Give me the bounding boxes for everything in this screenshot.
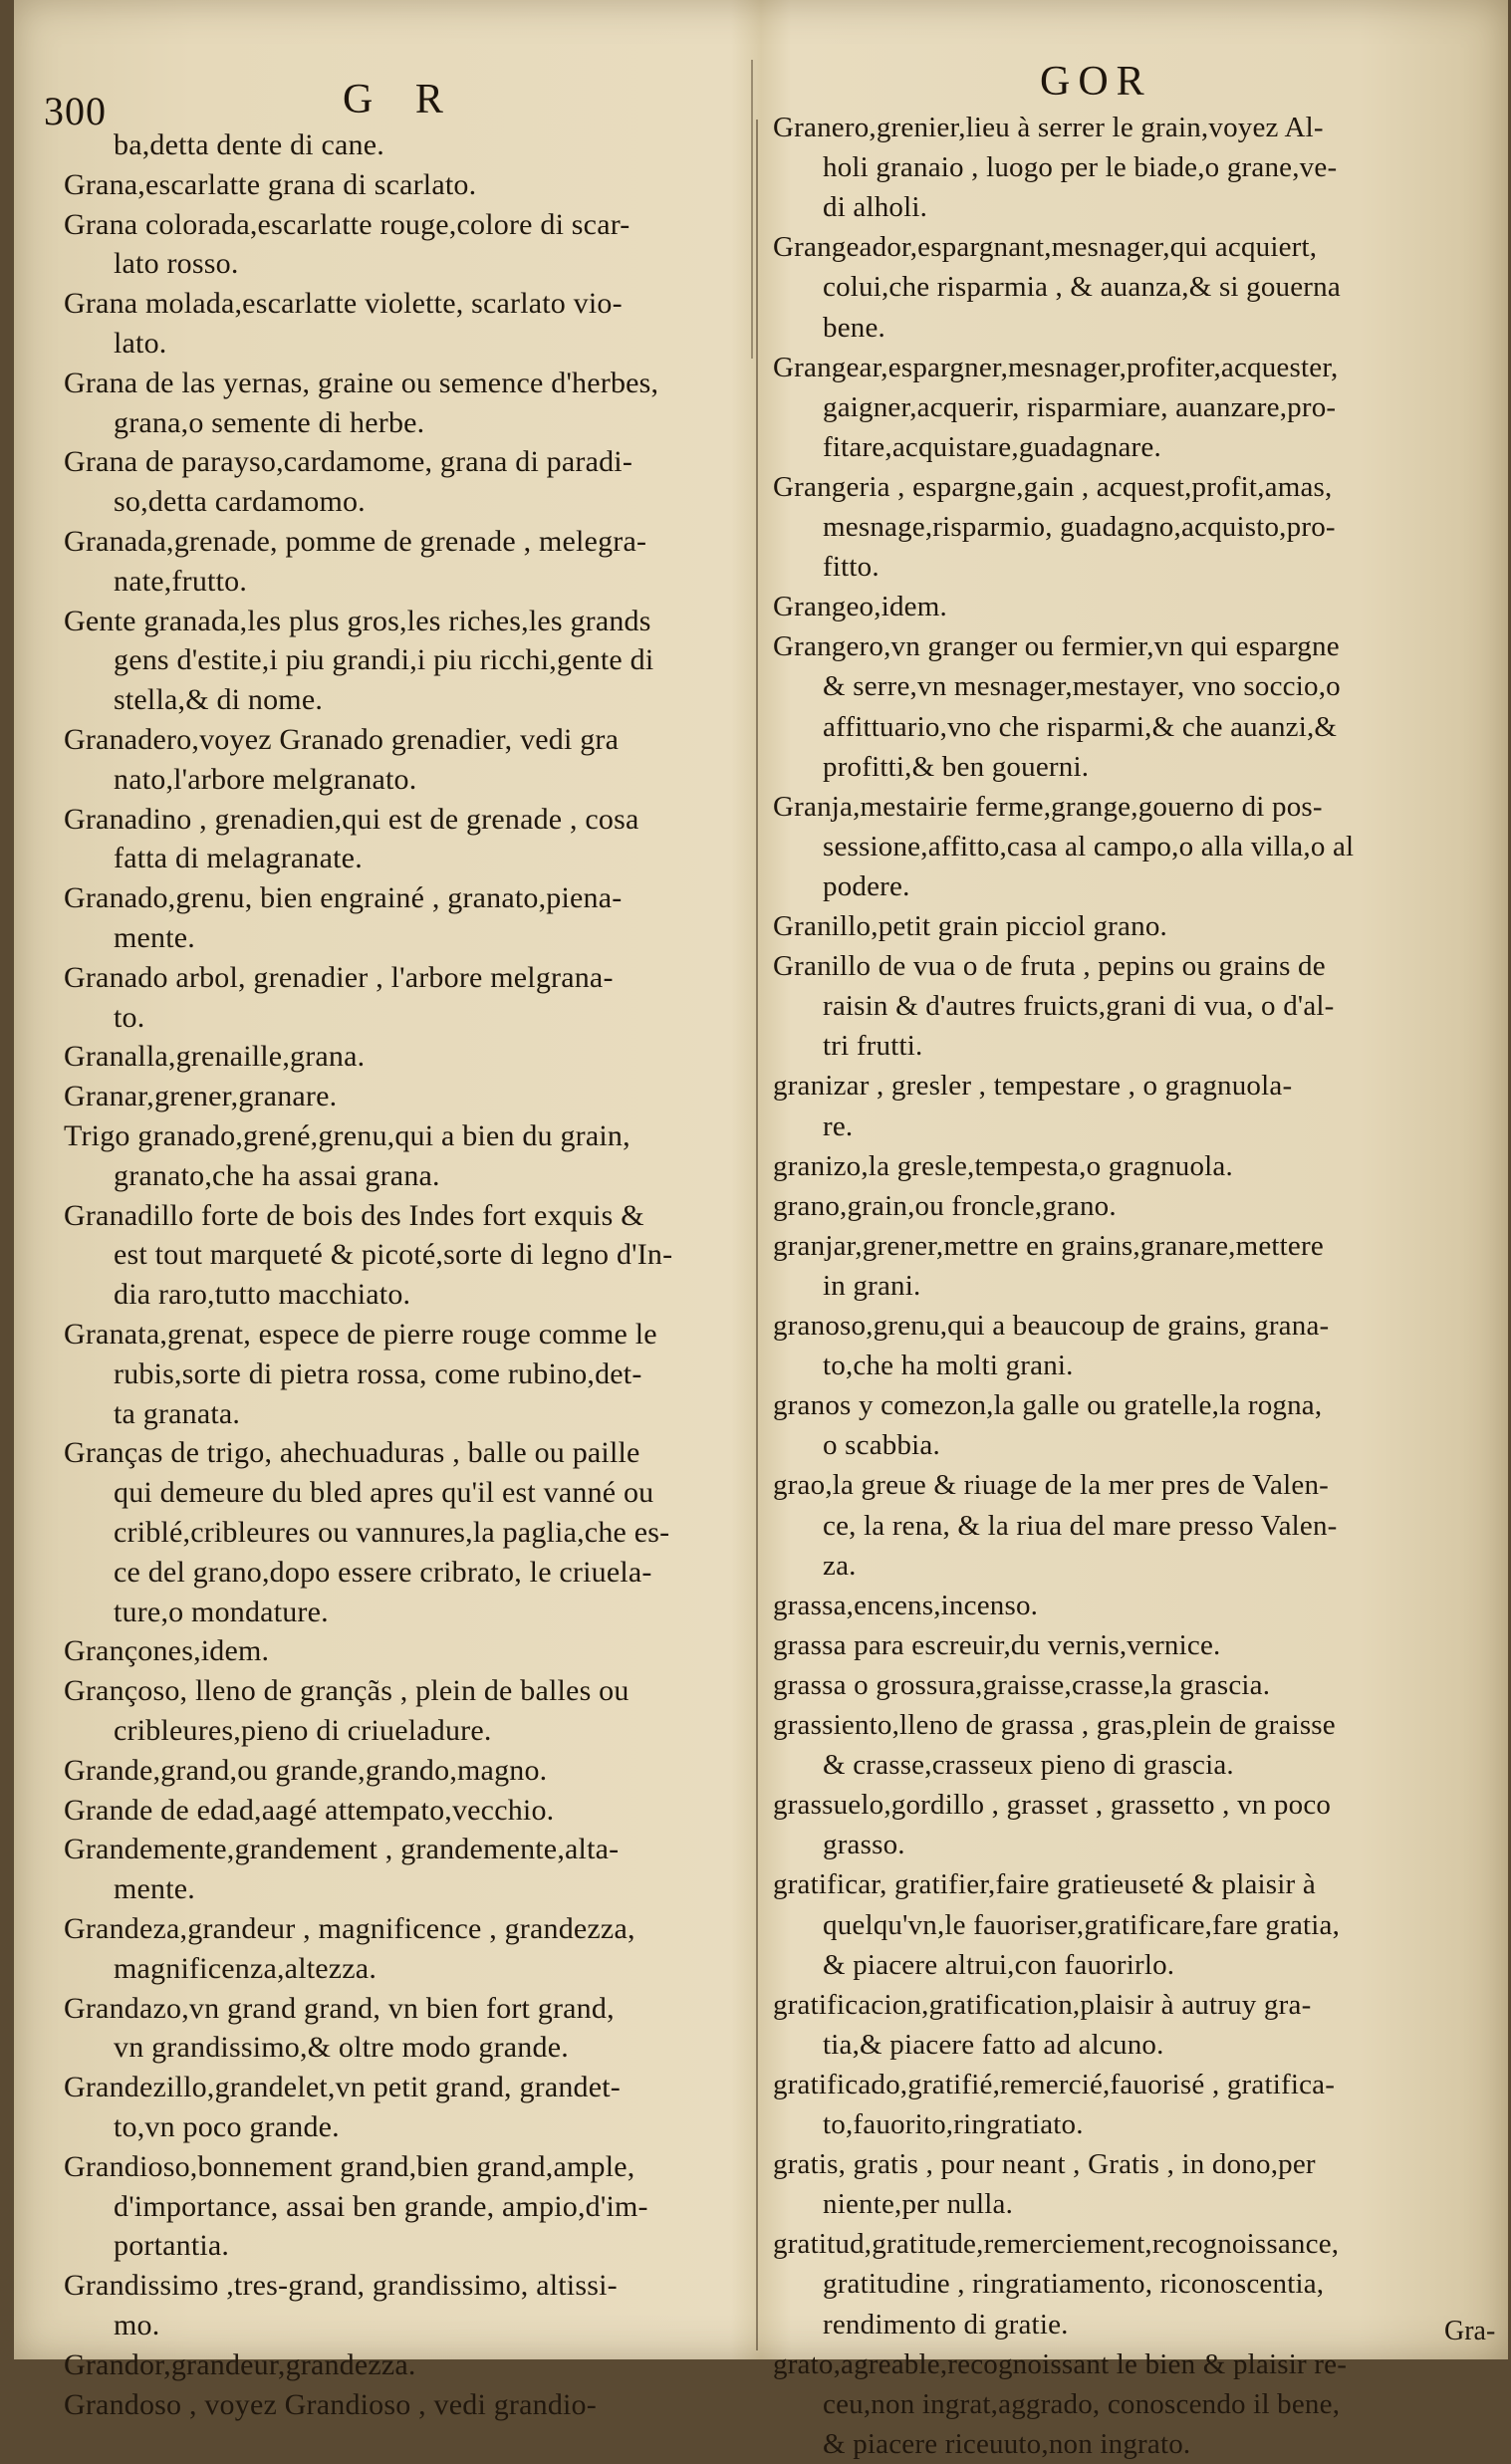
dictionary-line: to,che ha molti grani. xyxy=(823,1350,1074,1382)
dictionary-line: Granadino , grenadien,qui est de grenade , cosa xyxy=(64,802,639,836)
dictionary-line: criblé,cribleures ou vannures,la paglia,che es- xyxy=(114,1516,670,1549)
dictionary-line: & piacere altrui,con fauorirlo. xyxy=(823,1948,1175,1981)
dictionary-line: granoso,grenu,qui a beaucoup de grains, grana- xyxy=(773,1310,1330,1342)
dictionary-line: Granadillo forte de bois des Indes fort exquis & xyxy=(64,1198,644,1232)
dictionary-line: Grana de las yernas, graine ou semence d'herbes, xyxy=(64,366,659,399)
dictionary-line: est tout marqueté & picoté,sorte di legno d'In- xyxy=(114,1238,673,1272)
dictionary-line: qui demeure du bled apres qu'il est vanné ou xyxy=(114,1476,654,1510)
dictionary-line: raisin & d'autres fruicts,grani di vua, o d'al- xyxy=(823,990,1335,1023)
dictionary-line: podere. xyxy=(823,869,910,902)
dictionary-line: granizar , gresler , tempestare , o gragnuola- xyxy=(773,1070,1293,1103)
dictionary-line: grassuelo,gordillo , grasset , grassetto , vn poco xyxy=(773,1789,1332,1822)
dictionary-line: re. xyxy=(823,1109,854,1142)
dictionary-line: Granillo de vua o de fruta , pepins ou grains de xyxy=(773,950,1326,983)
dictionary-line: Grana molada,escarlatte violette, scarlato vio- xyxy=(64,287,623,321)
dictionary-line: ce del grano,dopo essere cribrato, le criuela- xyxy=(114,1555,652,1589)
dictionary-line: gens d'estite,i piu grandi,i piu ricchi,gente di xyxy=(114,643,654,677)
dictionary-line: Granata,grenat, espece de pierre rouge comme le xyxy=(64,1318,657,1351)
dictionary-line: nate,frutto. xyxy=(114,564,248,598)
dictionary-line: di alholi. xyxy=(823,191,928,224)
dictionary-line: grassa,encens,incenso. xyxy=(773,1589,1039,1621)
dictionary-line: gratificar, gratifier,faire gratieuseté & plaisir à xyxy=(773,1868,1316,1901)
dictionary-line: grassa o grossura,graisse,crasse,la grascia. xyxy=(773,1668,1271,1701)
dictionary-line: Grande de edad,aagé attempato,vecchio. xyxy=(64,1793,555,1827)
dictionary-line: Grançones,idem. xyxy=(64,1634,270,1668)
dictionary-line: tri frutti. xyxy=(823,1030,923,1063)
dictionary-line: grano,grain,ou froncle,grano. xyxy=(773,1189,1117,1222)
dictionary-line: quelqu'vn,le fauoriser,gratificare,fare gratia, xyxy=(823,1908,1341,1941)
dictionary-line: grassa para escreuir,du vernis,vernice. xyxy=(773,1628,1221,1661)
dictionary-line: vn grandissimo,& oltre modo grande. xyxy=(114,2031,569,2065)
dictionary-line: lato rosso. xyxy=(114,247,239,281)
dictionary-line: mesnage,risparmio, guadagno,acquisto,pro- xyxy=(823,511,1336,543)
dictionary-line: Grandazo,vn grand grand, vn bien fort grand, xyxy=(64,1991,615,2025)
dictionary-line: mente. xyxy=(114,1872,196,1906)
catchword: Gra- xyxy=(1444,2316,1496,2346)
dictionary-line: gaigner,acquerir, risparmiare, auanzare,pro- xyxy=(823,390,1337,423)
dictionary-line: & serre,vn mesnager,mestayer, vno soccio,o xyxy=(823,670,1341,703)
dictionary-line: magnificenza,altezza. xyxy=(114,1951,378,1985)
dictionary-line: Grandemente,grandement , grandemente,alta- xyxy=(64,1833,620,1866)
dictionary-line: Grana colorada,escarlatte rouge,colore di scar- xyxy=(64,207,630,241)
dictionary-line: granos y comezon,la galle ou gratelle,la rogna, xyxy=(773,1389,1323,1422)
dictionary-line: fatta di melagranate. xyxy=(114,842,363,875)
dictionary-line: affittuario,vno che risparmi,& che auanzi,& xyxy=(823,710,1338,743)
dictionary-line: ce, la rena, & la riua del mare presso Valen- xyxy=(823,1509,1338,1542)
dictionary-line: mente. xyxy=(114,921,196,954)
dictionary-line: mo. xyxy=(114,2309,160,2341)
dictionary-line: Grangear,espargner,mesnager,profiter,acquester, xyxy=(773,351,1339,383)
dictionary-line: cribleures,pieno di criueladure. xyxy=(114,1714,492,1747)
dictionary-line: & piacere riceuuto,non ingrato. xyxy=(823,2427,1191,2460)
dictionary-line: Granado,grenu, bien engrainé , granato,piena- xyxy=(64,881,623,915)
dictionary-line: tia,& piacere fatto ad alcuno. xyxy=(823,2028,1164,2061)
dictionary-line: o scabbia. xyxy=(823,1429,940,1462)
dictionary-line: grato,agreable,recognoissant le bien & plaisir re- xyxy=(773,2347,1348,2380)
dictionary-line: d'importance, assai ben grande, ampio,d'im- xyxy=(114,2189,648,2223)
book-page xyxy=(14,0,1508,2460)
dictionary-line: za. xyxy=(823,1549,857,1582)
dictionary-line: rendimento di gratie. xyxy=(823,2308,1069,2341)
dictionary-line: Granar,grener,granare. xyxy=(64,1080,338,1113)
dictionary-line: lato. xyxy=(114,327,167,360)
dictionary-line: & crasse,crasseux pieno di grascia. xyxy=(823,1749,1234,1782)
dictionary-line: ture,o mondature. xyxy=(114,1595,329,1628)
dictionary-line: bene. xyxy=(823,311,885,344)
dictionary-line: gratificacion,gratification,plaisir à autruy gra- xyxy=(773,1988,1312,2021)
dictionary-line: Grandezillo,grandelet,vn petit grand, grandet- xyxy=(64,2071,621,2104)
dictionary-line: holi granaio , luogo per le biade,o grane,ve- xyxy=(823,151,1338,184)
dictionary-line: grasso. xyxy=(823,1829,905,1861)
dictionary-line: Grana de parayso,cardamome, grana di paradi- xyxy=(64,445,633,479)
dictionary-line: Grandioso,bonnement grand,bien grand,ample, xyxy=(64,2149,635,2183)
dictionary-line: Grandissimo ,tres-grand, grandissimo, altissi- xyxy=(64,2269,618,2303)
dictionary-line: Granja,mestairie ferme,grange,gouerno di pos- xyxy=(773,790,1323,823)
dictionary-line: grassiento,lleno de grassa , gras,plein de graisse xyxy=(773,1709,1336,1741)
dictionary-line: Granado arbol, grenadier , l'arbore melgrana- xyxy=(64,960,614,994)
dictionary-line: granizo,la gresle,tempesta,o gragnuola. xyxy=(773,1149,1233,1182)
dictionary-line: gratitud,gratitude,remerciement,recognoissance, xyxy=(773,2228,1340,2261)
dictionary-line: so,detta cardamomo. xyxy=(114,485,366,519)
dictionary-line: Grandeza,grandeur , magnificence , grandezza, xyxy=(64,1912,635,1945)
dictionary-line: Grangero,vn granger ou fermier,vn qui espargne xyxy=(773,630,1340,663)
dictionary-line: stella,& di nome. xyxy=(114,683,324,717)
dictionary-line: Grande,grand,ou grande,grando,magno. xyxy=(64,1753,548,1787)
dictionary-line: Granças de trigo, ahechuaduras , balle ou paille xyxy=(64,1436,640,1470)
dictionary-line: fitto. xyxy=(823,551,880,584)
page-number: 300 xyxy=(44,89,107,133)
dictionary-line: fitare,acquistare,guadagnare. xyxy=(823,430,1161,463)
dictionary-line: grao,la greue & riuage de la mer pres de Valen- xyxy=(773,1469,1330,1502)
dictionary-line: Grangeador,espargnant,mesnager,qui acquiert, xyxy=(773,231,1318,264)
dictionary-line: granato,che ha assai grana. xyxy=(114,1158,440,1192)
dictionary-line: in grani. xyxy=(823,1269,921,1302)
dictionary-line: Grana,escarlatte grana di scarlato. xyxy=(64,167,477,201)
dictionary-line: ta granata. xyxy=(114,1396,241,1430)
dictionary-line: Granadero,voyez Granado grenadier, vedi gra xyxy=(64,723,620,756)
dictionary-line: granjar,grener,mettre en grains,granare,mettere xyxy=(773,1229,1324,1262)
dictionary-line: sessione,affitto,casa al campo,o alla villa,o al xyxy=(823,830,1355,862)
dictionary-line: profitti,& ben gouerni. xyxy=(823,750,1090,783)
dictionary-line: nato,l'arbore melgranato. xyxy=(114,762,417,796)
dictionary-line: rubis,sorte di pietra rossa, come rubino,det- xyxy=(114,1356,642,1390)
dictionary-line: Grangeo,idem. xyxy=(773,591,947,623)
dictionary-line: Grandor,grandeur,grandezza. xyxy=(64,2347,416,2381)
dictionary-line: niente,per nulla. xyxy=(823,2188,1014,2221)
left-running-head: G R xyxy=(343,77,459,123)
dictionary-line: Trigo granado,grené,grenu,qui a bien du grain, xyxy=(64,1119,630,1152)
dictionary-line: to. xyxy=(114,1000,145,1034)
dictionary-line: gratitudine , ringratiamento, riconoscentia, xyxy=(823,2268,1325,2301)
dictionary-line: portantia. xyxy=(114,2229,230,2263)
dictionary-line: Granillo,petit grain picciol grano. xyxy=(773,910,1167,942)
dictionary-line: grana,o semente di herbe. xyxy=(114,405,425,439)
dictionary-line: gratis, gratis , pour neant , Gratis , in dono,per xyxy=(773,2148,1316,2181)
dictionary-line: Grandoso , voyez Grandioso , vedi grandio- xyxy=(64,2387,597,2421)
dictionary-line: Grançoso, lleno de grançãs , plein de balles ou xyxy=(64,1674,630,1708)
dictionary-line: to,vn poco grande. xyxy=(114,2110,340,2143)
column-rule xyxy=(756,120,758,2350)
dictionary-line: Granada,grenade, pomme de grenade , melegra- xyxy=(64,525,647,558)
dictionary-line: Grangeria , espargne,gain , acquest,profit,amas, xyxy=(773,470,1333,503)
dictionary-line: gratificado,gratifié,remercié,fauorisé , gratifica- xyxy=(773,2068,1336,2100)
dictionary-line: Granalla,grenaille,grana. xyxy=(64,1040,366,1074)
dictionary-line: to,fauorito,ringratiato. xyxy=(823,2108,1084,2140)
right-running-head: GOR xyxy=(1040,59,1152,105)
dictionary-line: colui,che risparmia , & auanza,& si gouerna xyxy=(823,271,1341,304)
dictionary-line: Gente granada,les plus gros,les riches,les grands xyxy=(64,604,651,637)
column-rule-top xyxy=(751,60,753,359)
dictionary-line: ba,detta dente di cane. xyxy=(114,128,384,161)
dictionary-line: Granero,grenier,lieu à serrer le grain,voyez Al- xyxy=(773,112,1324,143)
dictionary-line: dia raro,tutto macchiato. xyxy=(114,1278,411,1312)
dictionary-line: ceu,non ingrat,aggrado, conoscendo il bene, xyxy=(823,2387,1341,2420)
